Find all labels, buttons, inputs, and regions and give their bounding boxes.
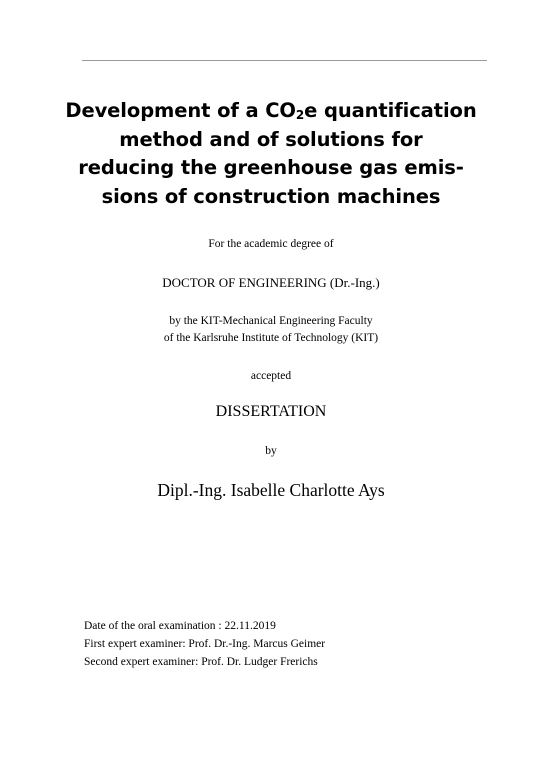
second-examiner: Second expert examiner: Prof. Dr. Ludger Frerichs [84, 656, 318, 668]
title-line-1-suffix: e quantification [304, 99, 477, 122]
title-line-4: sions of construction machines [101, 184, 441, 208]
exam-date: Date of the oral examination : 22.11.2019 [84, 620, 276, 632]
top-rule [82, 60, 487, 61]
document-type: DISSERTATION [215, 403, 327, 420]
title-line-1-prefix: Development of a CO [65, 99, 296, 122]
title-line-1 [60, 97, 482, 126]
by-label: by [265, 445, 277, 457]
faculty-line-1: by the KIT-Mechanical Engineering Faculty [169, 315, 373, 327]
faculty-line-2: of the Karlsruhe Institute of Technology (KIT) [163, 332, 379, 344]
accepted-label: accepted [250, 370, 292, 382]
degree-name: DOCTOR OF ENGINEERING (Dr.-Ing.) [162, 275, 380, 290]
first-examiner: First expert examiner: Prof. Dr.-Ing. Marcus Geimer [84, 638, 326, 650]
examination-details [84, 617, 325, 671]
degree-intro: For the academic degree of [208, 238, 334, 250]
co2-subscript: 2 [295, 108, 305, 122]
title-line-2: method and of solutions for [119, 127, 423, 151]
title-line-3: reducing the greenhouse gas emis- [78, 156, 464, 179]
author-name: Dipl.-Ing. Isabelle Charlotte Ays [157, 480, 385, 500]
thesis-title [60, 97, 482, 211]
